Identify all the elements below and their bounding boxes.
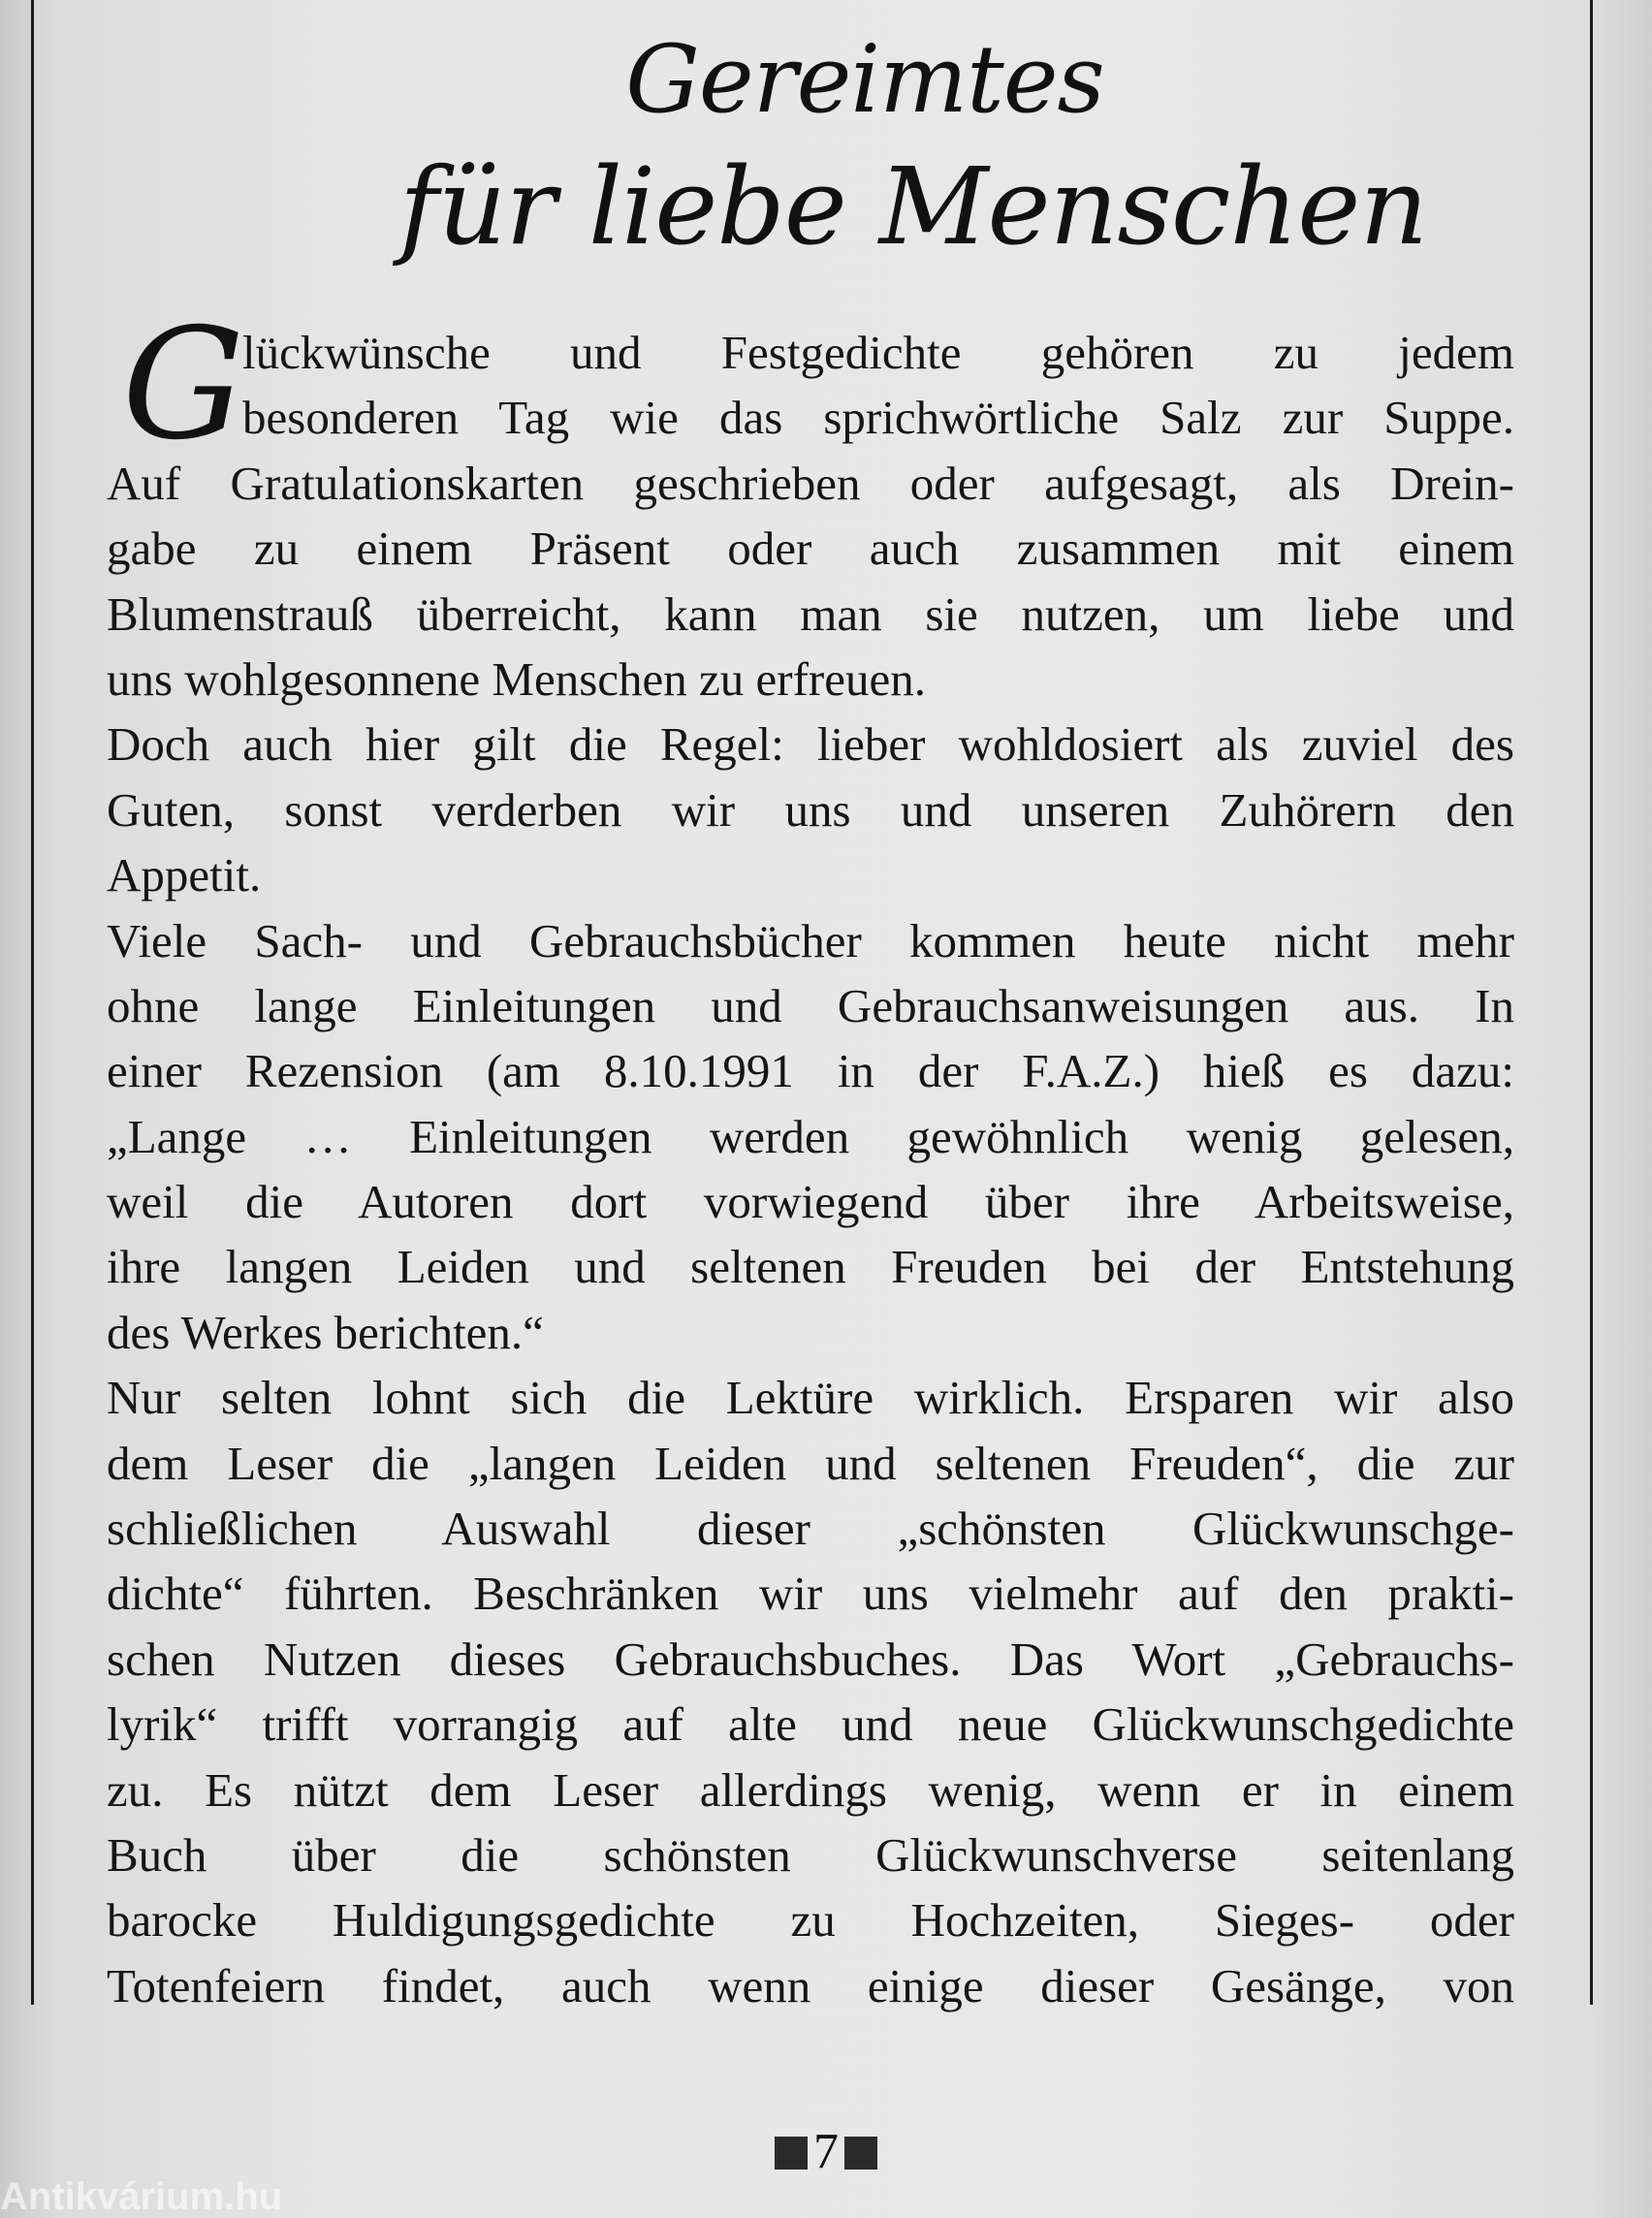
square-ornament-icon (775, 2137, 808, 2170)
right-margin-rule (1590, 0, 1593, 2005)
drop-cap: G (122, 296, 245, 474)
text-line: ihre langen Leiden und seltenen Freuden bei der Entstehung (107, 1240, 1514, 1294)
text-line: Guten, sonst verderben wir uns und unseren Zuhörern den (107, 782, 1514, 837)
text-line: lyrik“ trifft vorrangig auf alte und neue Glückwunschgedichte (107, 1697, 1514, 1752)
page-footer (0, 2123, 1652, 2181)
text-line: Appetit. (107, 848, 262, 903)
text-line: Nur selten lohnt sich die Lektüre wirklich. Ersparen wir also (107, 1371, 1514, 1425)
text-line: barocke Huldigungsgedichte zu Hochzeiten, Sieges- oder (107, 1893, 1514, 1948)
text-line: Blumenstrauß überreicht, kann man sie nutzen, um liebe und (107, 586, 1514, 641)
text-line: Auf Gratulationskarten geschrieben oder aufgesagt, als Drein- (107, 456, 1514, 510)
square-ornament-icon (844, 2137, 877, 2170)
body-text (107, 320, 1514, 2018)
text-line: „Lange … Einleitungen werden gewöhnlich wenig gelesen, (107, 1109, 1514, 1163)
text-line: lückwünsche und Festgedichte gehören zu jedem (242, 326, 1514, 379)
text-line: Doch auch hier gilt die Regel: lieber wohldosiert als zuviel des (107, 717, 1514, 772)
text-line: weil die Autoren dort vorwiegend über ihre Arbeitsweise, (107, 1175, 1514, 1229)
text-line: Totenfeiern findet, auch wenn einige dieser Gesänge, von (107, 1958, 1514, 2012)
page-title-line-2: für liebe Menschen (398, 144, 1428, 269)
text-line: besonderen Tag wie das sprichwörtliche Salz zur Suppe. (242, 391, 1514, 445)
text-line: Buch über die schönsten Glückwunschverse seitenlang (107, 1827, 1514, 1882)
text-line: einer Rezension (am 8.10.1991 in der F.A.Z.) hieß es dazu: (107, 1044, 1514, 1098)
text-line: ohne lange Einleitungen und Gebrauchsanweisungen aus. In (107, 978, 1514, 1032)
page-number: 7 (813, 2124, 839, 2179)
text-line: des Werkes berichten.“ (107, 1305, 544, 1359)
text-line: uns wohlgesonnene Menschen zu erfreuen. (107, 651, 926, 706)
page-title-line-1: Gereimtes (625, 25, 1104, 134)
text-line: gabe zu einem Präsent oder auch zusammen mit einem (107, 522, 1514, 576)
text-line: dichte“ führten. Beschränken wir uns vielmehr auf den prakti- (107, 1567, 1514, 1621)
text-line: schen Nutzen dieses Gebrauchsbuches. Das Wort „Gebrauchs- (107, 1632, 1514, 1686)
left-margin-rule (31, 0, 34, 2005)
watermark: Antikvárium.hu (0, 2175, 283, 2218)
text-line: Viele Sach- und Gebrauchsbücher kommen heute nicht mehr (107, 913, 1514, 967)
text-line: schließlichen Auswahl dieser „schönsten Glückwunschge- (107, 1502, 1514, 1556)
text-line: zu. Es nützt dem Leser allerdings wenig, wenn er in einem (107, 1762, 1514, 1817)
text-line: dem Leser die „langen Leiden und seltenen Freuden“, die zur (107, 1436, 1514, 1490)
